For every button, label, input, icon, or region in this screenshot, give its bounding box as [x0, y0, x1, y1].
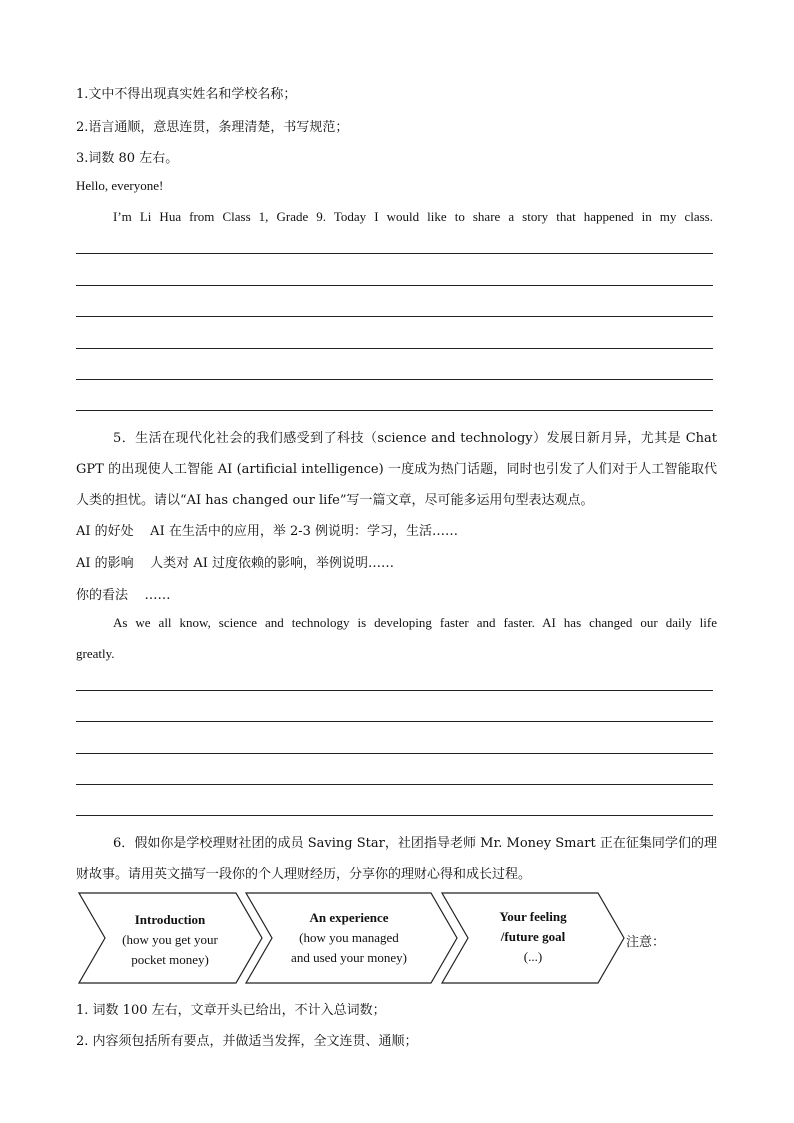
q5-opening-line-2: greatly.	[76, 646, 115, 661]
q6-paragraph-line-1: 6．假如你是学校理财社团的成员 Saving Star，社团指导老师 Mr. Money Smart 正在征集同学们的理	[113, 836, 717, 851]
q5-paragraph-line-2: GPT 的出现使人工智能 AI (artificial intelligence) 一度成为热门话题，同时也引发了人们对于人工智能取代	[76, 462, 717, 477]
flow-step-title: An experience	[309, 910, 389, 925]
q5-opening-line-1: As we all know, science and technology is developing faster and faster. AI has changed our daily life	[113, 615, 717, 630]
q5-point-opinion: 你的看法 ……	[76, 588, 171, 603]
flow-step-detail: (how you get your	[122, 932, 218, 947]
q5-point-impact: AI 的影响 人类对 AI 过度依赖的影响，举例说明……	[76, 556, 394, 571]
flow-step-title: Your feeling	[499, 909, 567, 924]
writing-line[interactable]	[76, 379, 713, 380]
flow-step-detail: (...)	[523, 949, 543, 964]
writing-line[interactable]	[76, 815, 713, 816]
flow-step-detail: (how you managed	[299, 930, 399, 945]
writing-line[interactable]	[76, 316, 713, 317]
requirement-1: 1.文中不得出现真实姓名和学校名称；	[76, 87, 297, 102]
flow-step-experience	[274, 908, 424, 968]
writing-line[interactable]	[76, 784, 713, 785]
writing-line[interactable]	[76, 753, 713, 754]
note-2: 2. 内容须包括所有要点，并做适当发挥，全文连贯、通顺；	[76, 1034, 418, 1049]
flow-step-title: Introduction	[134, 912, 206, 927]
writing-line[interactable]	[76, 348, 713, 349]
flow-step-introduction	[104, 910, 236, 970]
flow-step-detail: pocket money)	[131, 952, 209, 967]
outline-flowchart	[78, 892, 628, 984]
writing-line[interactable]	[76, 721, 713, 722]
writing-line[interactable]	[76, 690, 713, 691]
note-label: 注意：	[626, 935, 666, 950]
flow-step-detail: /future goal	[500, 929, 566, 944]
writing-line[interactable]	[76, 285, 713, 286]
q6-paragraph-line-2: 财故事。请用英文描写一段你的个人理财经历，分享你的理财心得和成长过程。	[76, 867, 532, 882]
flow-step-feeling	[468, 907, 598, 967]
note-1: 1. 词数 100 左右，文章开头已给出，不计入总词数；	[76, 1003, 386, 1018]
greeting: Hello, everyone!	[76, 178, 164, 193]
q5-point-benefits: AI 的好处 AI 在生活中的应用，举 2-3 例说明：学习，生活……	[76, 524, 459, 539]
requirement-2: 2.语言通顺，意思连贯，条理清楚，书写规范；	[76, 120, 349, 135]
q5-paragraph-line-1: 5．生活在现代化社会的我们感受到了科技（science and technology）发展日新月异，尤其是 Chat	[113, 431, 717, 446]
opening-sentence: I’m Li Hua from Class 1, Grade 9. Today I would like to share a story that happened in my class.	[113, 209, 713, 224]
requirement-3: 3.词数 80 左右。	[76, 151, 179, 166]
writing-line[interactable]	[76, 410, 713, 411]
q5-paragraph-line-3: 人类的担忧。请以“AI has changed our life”写一篇文章，尽可能多运用句型表达观点。	[76, 493, 594, 508]
writing-line[interactable]	[76, 253, 713, 254]
flow-step-detail: and used your money)	[291, 950, 407, 965]
